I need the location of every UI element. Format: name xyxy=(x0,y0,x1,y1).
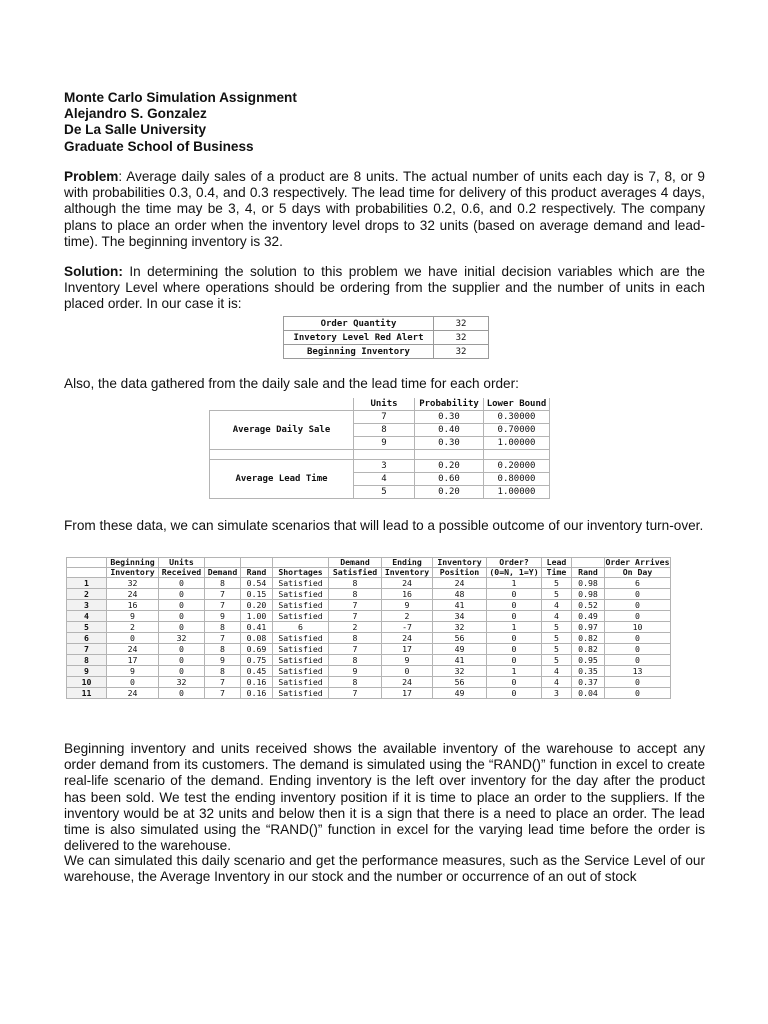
table-cell: 0 xyxy=(159,666,205,677)
table-cell: 16 xyxy=(382,589,433,600)
table-cell: Satisfied xyxy=(273,655,329,666)
table-cell: 0.80000 xyxy=(484,473,550,486)
table-cell: -7 xyxy=(382,622,433,633)
table-cell: Satisfied xyxy=(273,611,329,622)
author-name: Alejandro S. Gonzalez xyxy=(64,106,207,122)
table-cell: 0.97 xyxy=(572,622,605,633)
table-cell: 5 xyxy=(542,644,572,655)
table-cell: 0.69 xyxy=(241,644,273,655)
table-row xyxy=(67,677,671,688)
university-name: De La Salle University xyxy=(64,122,207,138)
table-cell: 32 xyxy=(159,677,205,688)
table-cell: 7 xyxy=(354,411,415,424)
table-cell: 0 xyxy=(159,655,205,666)
table-cell: 0 xyxy=(605,688,671,699)
table-cell: 0.30000 xyxy=(484,411,550,424)
table-cell: 8 xyxy=(205,578,241,589)
table-cell: 0 xyxy=(382,666,433,677)
table-cell: 0 xyxy=(487,633,542,644)
table-cell: 0.98 xyxy=(572,578,605,589)
table-cell: 7 xyxy=(205,600,241,611)
table-row xyxy=(284,317,489,331)
table-cell: 17 xyxy=(382,688,433,699)
table-cell: 0 xyxy=(487,677,542,688)
table-cell: 7 xyxy=(205,688,241,699)
header-cell: Order? xyxy=(487,558,542,568)
row-number: 1 xyxy=(67,578,107,589)
table-cell: 1 xyxy=(487,666,542,677)
table-row xyxy=(284,331,489,345)
table-cell: 32 xyxy=(433,622,487,633)
table-cell: 0.20 xyxy=(241,600,273,611)
table-cell: 16 xyxy=(107,600,159,611)
lead-label: Average Lead Time xyxy=(210,473,354,486)
table-row xyxy=(67,644,671,655)
header-cell xyxy=(572,558,605,568)
simulation-table xyxy=(66,557,671,699)
table-cell: 0 xyxy=(159,589,205,600)
document-header xyxy=(64,90,297,155)
table-cell: 9 xyxy=(205,655,241,666)
table-row xyxy=(67,622,671,633)
table-cell: 5 xyxy=(542,622,572,633)
table-cell: 32 xyxy=(434,317,489,331)
table-cell: 0.95 xyxy=(572,655,605,666)
table-row xyxy=(210,486,550,499)
table-cell: 1.00000 xyxy=(484,486,550,499)
row-number: 6 xyxy=(67,633,107,644)
table-cell: 0 xyxy=(605,589,671,600)
header-cell xyxy=(205,558,241,568)
table-cell: Satisfied xyxy=(273,644,329,655)
header-cell: Position xyxy=(433,568,487,578)
table-cell: 0 xyxy=(159,688,205,699)
table-cell: 32 xyxy=(159,633,205,644)
table-cell: 32 xyxy=(434,345,489,359)
header-cell xyxy=(241,558,273,568)
table-cell: 17 xyxy=(107,655,159,666)
table-cell: 4 xyxy=(542,611,572,622)
row-number: 3 xyxy=(67,600,107,611)
table-cell: 0 xyxy=(487,644,542,655)
row-number: 10 xyxy=(67,677,107,688)
table-cell: 0.52 xyxy=(572,600,605,611)
row-number xyxy=(67,568,107,578)
table-cell: 0.98 xyxy=(572,589,605,600)
table-cell: 7 xyxy=(329,600,382,611)
table-row xyxy=(67,578,671,589)
header-cell: Units xyxy=(354,398,415,411)
table-cell: Satisfied xyxy=(273,666,329,677)
table-cell: 8 xyxy=(329,655,382,666)
table-cell: 24 xyxy=(433,578,487,589)
table-cell: Satisfied xyxy=(273,589,329,600)
table-cell: 0.75 xyxy=(241,655,273,666)
table-cell: 9 xyxy=(107,666,159,677)
solution-text: In determining the solution to this problem we have initial decision variables which are the Inventory Level where operations should be ordering from the supplier and the number of units in each placed order. In our case it is: xyxy=(64,264,705,312)
table-cell: 4 xyxy=(542,677,572,688)
table-cell: 5 xyxy=(354,486,415,499)
table-cell: 4 xyxy=(354,473,415,486)
table-row xyxy=(67,611,671,622)
table-cell: 5 xyxy=(542,633,572,644)
table-cell: 24 xyxy=(107,644,159,655)
table-cell: 0 xyxy=(605,633,671,644)
header-cell: Lead xyxy=(542,558,572,568)
table-row xyxy=(284,345,489,359)
table-cell: 8 xyxy=(205,644,241,655)
problem-paragraph xyxy=(64,169,705,250)
table-cell: Satisfied xyxy=(273,688,329,699)
table-cell: Satisfied xyxy=(273,600,329,611)
header-cell: Probability xyxy=(415,398,484,411)
data-paragraph: Also, the data gathered from the daily sale and the lead time for each order: xyxy=(64,376,519,391)
distribution-table xyxy=(209,398,550,499)
table-cell: 3 xyxy=(354,460,415,473)
table-cell: 0 xyxy=(159,600,205,611)
table-cell: 0.82 xyxy=(572,644,605,655)
problem-text: : Average daily sales of a product are 8 units. The actual number of units each day is 7, 8, or 9 with probabilities 0.3, 0.4, and 0.3 respectively. The lead time for delivery of this product averages 4 days, although the time may be 3, 4, or 5 days with probabilities 0.2, 0.6, and 0.2 respectively. The company plans to place an order when the inventory level drops to 32 units (based on average demand and lead-time). The beginning inventory is 32. xyxy=(64,169,705,249)
table-cell: 0.16 xyxy=(241,688,273,699)
table-row xyxy=(67,688,671,699)
document-title: Monte Carlo Simulation Assignment xyxy=(64,90,297,105)
table-cell: 9 xyxy=(107,611,159,622)
table-cell: 0 xyxy=(159,622,205,633)
simulation-intro-paragraph: From these data, we can simulate scenarios that will lead to a possible outcome of our inventory turn-over. xyxy=(64,518,704,533)
header-cell: Satisfied xyxy=(329,568,382,578)
table-cell: 13 xyxy=(605,666,671,677)
table-cell: 0 xyxy=(605,611,671,622)
table-cell: 0.82 xyxy=(572,633,605,644)
table-cell: Order Quantity xyxy=(284,317,434,331)
header-cell: (0=N, 1=Y) xyxy=(487,568,542,578)
header-cell: On Day xyxy=(605,568,671,578)
table-cell: 0 xyxy=(605,677,671,688)
table-cell: 0 xyxy=(107,633,159,644)
table-cell: 49 xyxy=(433,688,487,699)
header-cell: Inventory xyxy=(382,568,433,578)
table-cell: 1.00 xyxy=(241,611,273,622)
row-number xyxy=(67,558,107,568)
problem-label: Problem xyxy=(64,169,119,184)
table-cell: 32 xyxy=(434,331,489,345)
table-cell: 5 xyxy=(542,589,572,600)
table-row xyxy=(210,450,550,460)
table-cell: Satisfied xyxy=(273,578,329,589)
table-cell: 0 xyxy=(107,677,159,688)
table-cell: 7 xyxy=(329,644,382,655)
table-cell: 17 xyxy=(382,644,433,655)
table-cell: 8 xyxy=(354,424,415,437)
header-cell: Ending xyxy=(382,558,433,568)
table-cell: 6 xyxy=(605,578,671,589)
table-cell: 7 xyxy=(329,611,382,622)
table-cell: 7 xyxy=(205,633,241,644)
table-cell: 8 xyxy=(205,622,241,633)
table-cell: 10 xyxy=(605,622,671,633)
table-cell: 7 xyxy=(205,677,241,688)
school-name: Graduate School of Business xyxy=(64,138,254,154)
table-cell: 9 xyxy=(382,655,433,666)
table-cell: 0.30 xyxy=(415,411,484,424)
table-row xyxy=(67,589,671,600)
table-cell: 0.35 xyxy=(572,666,605,677)
table-row xyxy=(210,437,550,450)
table-cell: 7 xyxy=(205,589,241,600)
row-number: 11 xyxy=(67,688,107,699)
table-header-row xyxy=(67,558,671,568)
table-cell: 0.37 xyxy=(572,677,605,688)
solution-paragraph xyxy=(64,264,705,313)
table-cell: 1.00000 xyxy=(484,437,550,450)
table-cell: 0.30 xyxy=(415,437,484,450)
header-cell: Order Arrives xyxy=(605,557,670,567)
table-cell: 0.49 xyxy=(572,611,605,622)
table-cell: 9 xyxy=(329,666,382,677)
header-cell: Shortages xyxy=(273,568,329,578)
table-row xyxy=(67,666,671,677)
table-cell: 24 xyxy=(107,589,159,600)
row-number: 2 xyxy=(67,589,107,600)
table-cell: 0.41 xyxy=(241,622,273,633)
table-cell: 0 xyxy=(487,600,542,611)
header-cell: Demand xyxy=(205,568,241,578)
table-cell: 8 xyxy=(329,589,382,600)
row-number: 8 xyxy=(67,655,107,666)
header-cell: Received xyxy=(159,568,205,578)
table-cell: 1 xyxy=(487,578,542,589)
sale-label: Average Daily Sale xyxy=(210,424,354,437)
header-cell: Rand xyxy=(572,568,605,578)
table-cell: 56 xyxy=(433,677,487,688)
table-cell: 56 xyxy=(433,633,487,644)
table-cell: 4 xyxy=(542,600,572,611)
table-cell: 2 xyxy=(107,622,159,633)
table-cell: 0.45 xyxy=(241,666,273,677)
table-cell: 1 xyxy=(487,622,542,633)
header-cell xyxy=(273,558,329,568)
header-cell: Rand xyxy=(241,568,273,578)
table-cell: 0 xyxy=(487,611,542,622)
table-cell: 48 xyxy=(433,589,487,600)
table-cell: 0.60 xyxy=(415,473,484,486)
table-cell: 0.20 xyxy=(415,460,484,473)
decision-variables-table xyxy=(283,316,489,359)
table-cell: 0 xyxy=(487,655,542,666)
table-cell: 0.15 xyxy=(241,589,273,600)
table-cell: 5 xyxy=(542,578,572,589)
table-cell: 0.54 xyxy=(241,578,273,589)
header-cell: Inventory xyxy=(107,568,159,578)
table-cell: 34 xyxy=(433,611,487,622)
table-cell: 9 xyxy=(205,611,241,622)
table-cell: 0.20 xyxy=(415,486,484,499)
table-cell: 7 xyxy=(329,688,382,699)
table-cell: 49 xyxy=(433,644,487,655)
solution-label: Solution: xyxy=(64,264,123,279)
table-cell: 0 xyxy=(159,611,205,622)
header-cell: Inventory xyxy=(433,558,487,568)
table-cell: 24 xyxy=(107,688,159,699)
table-cell: 0 xyxy=(159,578,205,589)
table-cell: 0 xyxy=(487,589,542,600)
table-row xyxy=(67,633,671,644)
table-cell: 9 xyxy=(354,437,415,450)
table-cell: 0 xyxy=(605,644,671,655)
table-row xyxy=(210,424,550,437)
table-cell: 8 xyxy=(329,677,382,688)
table-row xyxy=(210,411,550,424)
table-cell: 4 xyxy=(542,666,572,677)
table-cell: 41 xyxy=(433,655,487,666)
measures-paragraph: We can simulated this daily scenario and get the performance measures, such as the Service Level of our warehouse, the Average Inventory in our stock and the number or occurrence of an out of stock xyxy=(64,853,705,885)
row-number: 7 xyxy=(67,644,107,655)
table-cell: 32 xyxy=(433,666,487,677)
table-cell: 5 xyxy=(542,655,572,666)
table-cell: 0 xyxy=(487,688,542,699)
row-number: 4 xyxy=(67,611,107,622)
table-header-row xyxy=(210,398,550,411)
table-cell: 2 xyxy=(329,622,382,633)
table-cell: 0.08 xyxy=(241,633,273,644)
header-cell: Demand xyxy=(329,558,382,568)
table-row xyxy=(210,473,550,486)
table-cell: 0.70000 xyxy=(484,424,550,437)
table-header-row xyxy=(67,568,671,578)
table-cell: 24 xyxy=(382,677,433,688)
table-row xyxy=(67,600,671,611)
table-cell: 41 xyxy=(433,600,487,611)
table-cell: 8 xyxy=(205,666,241,677)
table-cell: 6 xyxy=(273,622,329,633)
table-row xyxy=(210,460,550,473)
header-cell: Units xyxy=(159,558,205,568)
table-row xyxy=(67,655,671,666)
table-cell: Satisfied xyxy=(273,633,329,644)
table-cell: 0.04 xyxy=(572,688,605,699)
table-cell: 24 xyxy=(382,578,433,589)
table-cell: Invetory Level Red Alert xyxy=(284,331,434,345)
header-cell: Time xyxy=(542,568,572,578)
table-cell: 2 xyxy=(382,611,433,622)
table-cell: 0.40 xyxy=(415,424,484,437)
table-cell: 0 xyxy=(605,655,671,666)
table-cell: 0 xyxy=(159,644,205,655)
table-cell: 32 xyxy=(107,578,159,589)
table-cell: 3 xyxy=(542,688,572,699)
table-cell: 24 xyxy=(382,633,433,644)
header-cell: Beginning xyxy=(107,558,159,568)
table-cell: 0.16 xyxy=(241,677,273,688)
table-cell: 9 xyxy=(382,600,433,611)
explanation-paragraph: Beginning inventory and units received shows the available inventory of the warehouse to accept any order demand from its customers. The demand is simulated using the “RAND()” function in excel to create real-life scenario of the demand. Ending inventory is the left over inventory for the day after the product has been sold. We test the ending inventory position if it is time to place an order to the suppliers. If the inventory would be at 32 units and below then it is a sign that there is a need to place an order. The lead time is also simulated using the “RAND()” function in excel for the varying lead time before the order is delivered to the warehouse. xyxy=(64,741,705,854)
table-cell: 8 xyxy=(329,578,382,589)
row-number: 9 xyxy=(67,666,107,677)
table-cell: 0.20000 xyxy=(484,460,550,473)
row-number: 5 xyxy=(67,622,107,633)
table-cell: 8 xyxy=(329,633,382,644)
table-cell: Beginning Inventory xyxy=(284,345,434,359)
table-cell: 0 xyxy=(605,600,671,611)
table-cell: Satisfied xyxy=(273,677,329,688)
header-cell: Lower Bound xyxy=(484,398,550,411)
